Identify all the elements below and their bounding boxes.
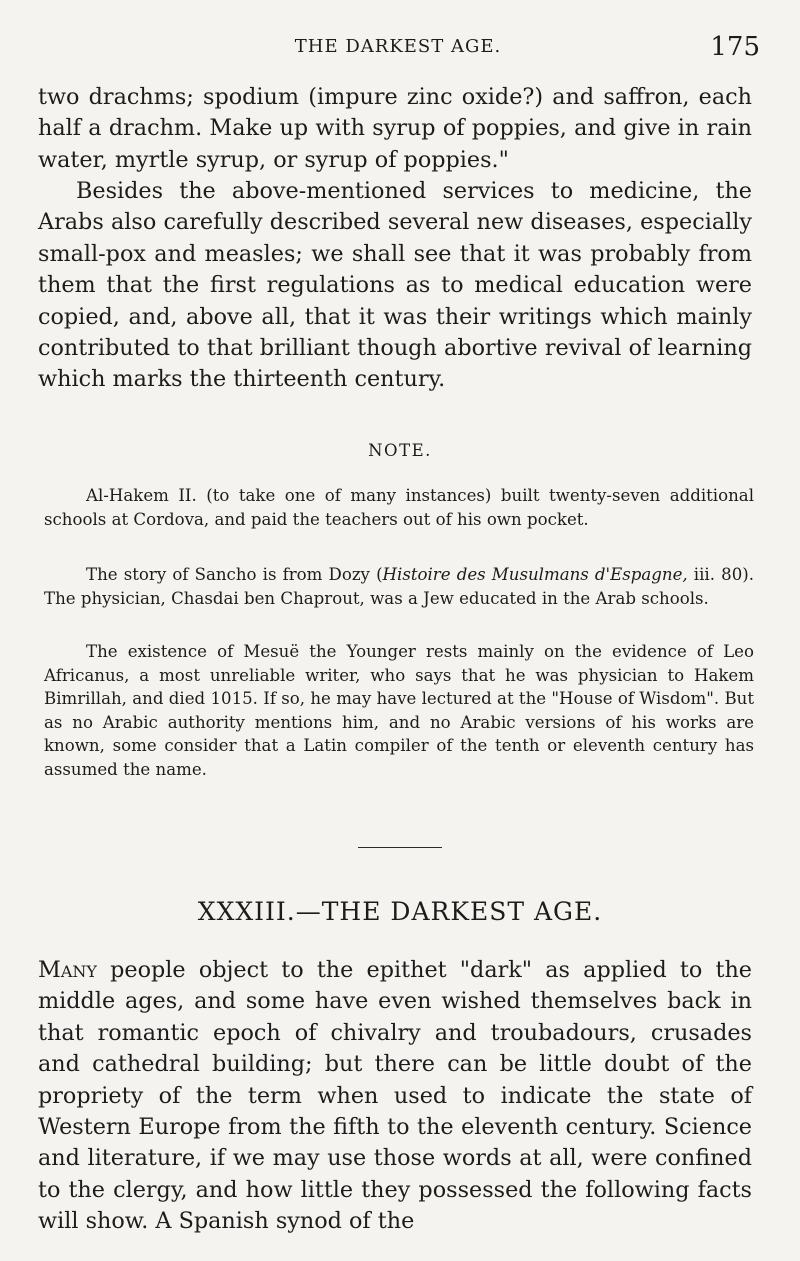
- note-sancho-text-end: iii. 80). The physician, Chasdai ben Chaprout, was a Jew educated in the Arab schools.: [44, 565, 754, 608]
- running-head: [36, 30, 760, 60]
- note-paragraph-sancho: [44, 563, 754, 610]
- paragraph-continuation: two drachms; spodium (impure zinc oxide?) and saffron, each half a drachm. Make up with syrup of poppies, and give in rain water, myrtle syrup, or syrup of poppies.": [38, 84, 752, 173]
- note-paragraph-mesue: The existence of Mesuë the Younger rests mainly on the evidence of Leo Africanus, a most unreliable writer, who says that he was physician to Hakem Bimrillah, and died 1015. If so, he may have lectured at the "House of Wisdom". But as no Arabic authority mentions him, and no Arabic versions of his works are known, some consider that a Latin compiler of the tenth or eleventh century has assumed the name.: [44, 642, 754, 779]
- note-sancho-text-start: The story of Sancho is from Dozy (: [86, 565, 383, 584]
- page-number: 175: [710, 32, 760, 62]
- note-heading: NOTE.: [368, 441, 432, 460]
- paragraph-arab-medicine: Besides the above-mentioned services to medicine, the Arabs also carefully described several new diseases, especially small-pox and measles; we shall see that it was probably from them that the first regulations as to medical education were copied, and, above all, that it was their writings which mainly contributed to that brilliant though abortive revival of learning which marks the thirteenth century.: [38, 178, 752, 393]
- book-title-citation: Histoire des Musulmans d'Espagne,: [382, 565, 688, 584]
- note-paragraph-al-hakem: Al-Hakem II. (to take one of many instances) built twenty-seven additional schools at Cordova, and paid the teachers out of his own pocket.: [44, 486, 754, 529]
- chapter-heading: XXXIII.—THE DARKEST AGE.: [197, 897, 603, 926]
- section-divider: [358, 847, 442, 848]
- opening-word: Many: [38, 957, 97, 983]
- running-title: THE DARKEST AGE.: [294, 36, 502, 57]
- chapter-opening-paragraph: [38, 955, 752, 1238]
- chapter-opening-text: people object to the epithet "dark" as applied to the middle ages, and some have even wished themselves back in that romantic epoch of chivalry and troubadours, crusades and cathedral building; but there can be little doubt of the propriety of the term when used to indicate the state of Western Europe from the fifth to the eleventh century. Science and literature, if we may use those words at all, were confined to the clergy, and how little they possessed the following facts will show. A Spanish synod of the: [38, 957, 752, 1235]
